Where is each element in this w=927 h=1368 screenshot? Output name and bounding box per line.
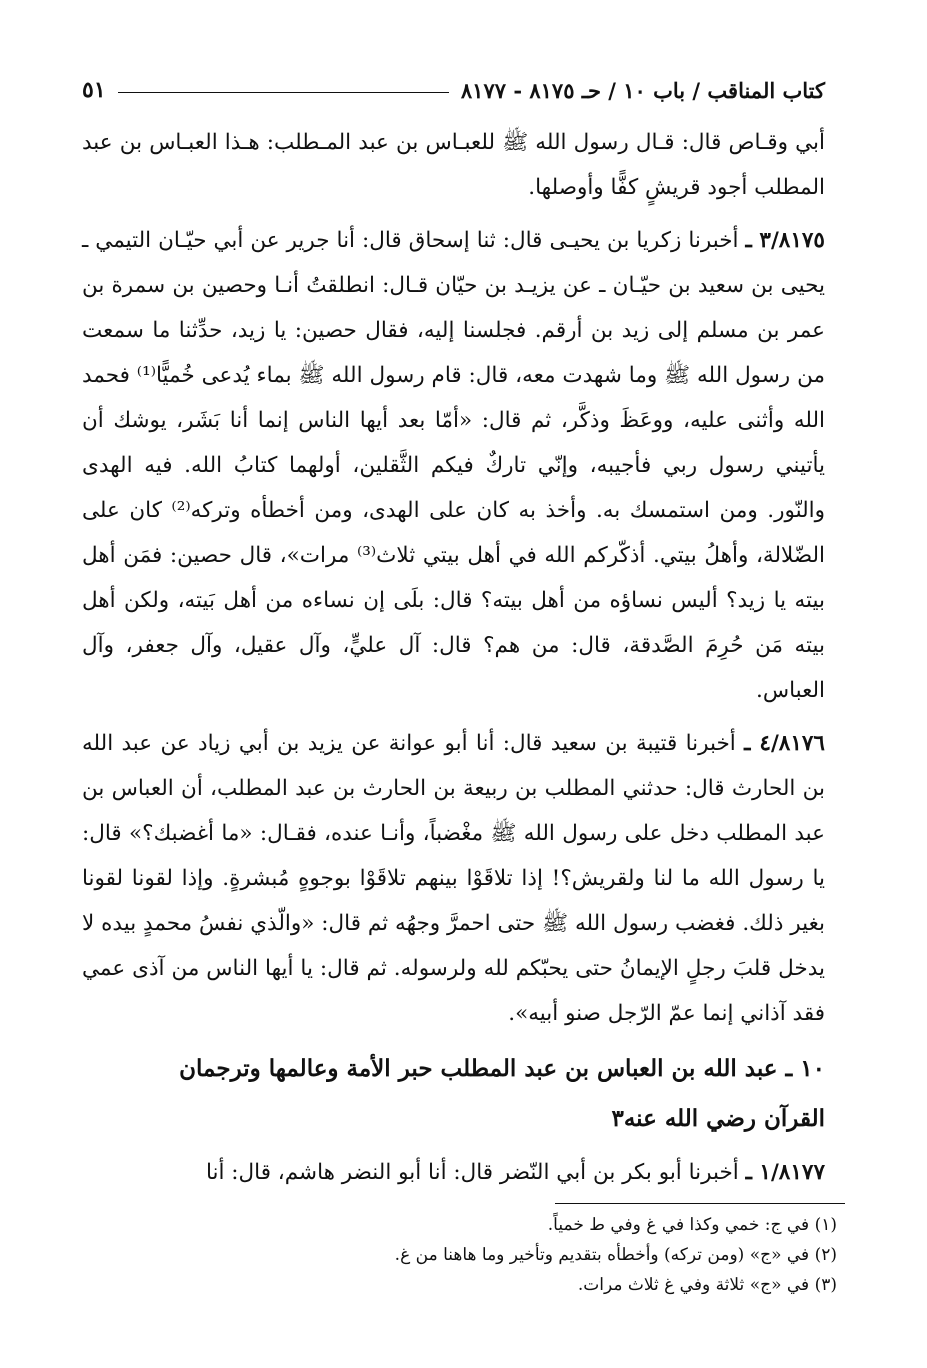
hadith-8175	[82, 218, 825, 713]
page-number: ٥١	[82, 77, 106, 103]
hadith-8177	[82, 1150, 825, 1195]
footnote-1: (١) في ج: خمي وكذا في غ وفي ط خمياً.	[547, 1215, 837, 1235]
hadith-number: ٤/٨١٧٦ ـ	[744, 731, 825, 756]
hadith-8176	[82, 721, 825, 1036]
chapter-heading	[82, 1044, 825, 1144]
hadith-number: ١/٨١٧٧ ـ	[745, 1160, 825, 1185]
main-text	[82, 120, 825, 1195]
hadith-text: أخبرنا قتيبة بن سعيد قال: أنا أبو عوانة عن يزيد بن أبي زياد عن عبد الله بن الحارث قال: حدثني المطلب بن ربيعة بن الحارث بن عبد المطلب، أن العباس بن عبد المطلب دخل على رسول الله ﷺ مغْضباً، وأنـا عنده، فقـال: «ما أغضبك؟» قال: يا رسول الله ما لنا ولقريش؟! إذا تلاقَوْا بينهم تلاقَوْا بوجوهٍ مُبشرةٍ. وإذا لقونا لقونا بغير ذلك. فغضب رسول الله ﷺ حتى احمرَّ وجهُه ثم قال: «والّذي نفسُ محمدٍ بيده لا يدخل قلبَ رجلٍ الإيمانُ حتى يحبّكم لله ولرسوله. ثم قال: يا أيها الناس من آذى عمي فقد آذاني إنما عمّ الرّجل صنو أبيه».	[82, 731, 825, 1026]
paragraph-continuation	[82, 120, 825, 210]
hadith-text: أخبرنا زكريا بن يحيـى قال: ثنا إسحاق قال: أنا جرير عن أبي حيّـان التيمي ـ يحيى بن سعيد بن حيّـان ـ عن يزيـد بن حيّان قـال: انطلقتُ أنـا وحصين بن سمرة بن عمر بن مسلم إلى زيد بن أرقم. فجلسنا إليه، فقال حصين: يا زيد، حدِّثنا ما سمعت من رسول الله ﷺ وما شهدت معه، قال: قام رسول الله ﷺ بماء يُدعى خُميًّا⁽¹⁾ فحمد الله وأثنى عليه، ووعَظَ وذكَّر، ثم قال: «أمّا بعد أيها الناس إنما أنا بَشَر، يوشك أن يأتيني رسول ربي فأجيبه، وإنّي تاركٌ فيكم الثَّقلين، أولهما كتابُ الله. فيه الهدى والنّور. ومن استمسك به. وأخذ به كان على الهدى، ومن أخطأه وتركه⁽²⁾ كان على الضّلالة، وأهلُ بيتي. أذكّركم الله في أهل بيتي ثلاث⁽³⁾ مرات»، قال حصين: فمَن أهل بيته يا زيد؟ أليس نساؤه من أهل بيته؟ قال: بلَى إن نساءه من أهل بَيته، ولكن أهل بيته مَن حُرِمَ الصَّدقة، قال: من هم؟ قال: آل عليٍّ، وآل عقيل، وآل جعفر، وآل العباس.	[82, 228, 825, 703]
footnote-3: (٣) في «ج» ثلاثة وفي غ ثلاث مرات.	[577, 1275, 837, 1295]
hadith-number: ٣/٨١٧٥ ـ	[745, 228, 825, 253]
chapter-heading-line-1: ١٠ ـ عبد الله بن العباس بن عبد المطلب حبر الأمة وعالمها وترجمان	[179, 1055, 825, 1082]
footnotes	[90, 1210, 837, 1300]
running-header	[82, 70, 825, 110]
footnote-2: (٢) في «ج» (ومن تركه) وأخطأه بتقديم وتأخير وما هاهنا من غ.	[394, 1245, 837, 1265]
header-rule	[118, 92, 449, 93]
paragraph-text: أبي وقـاص قال: قـال رسول الله ﷺ للعبـاس بن عبد المـطلب: هـذا العبـاس بن عبد المطلب أجود قريشٍ كفًّا وأوصلها.	[82, 130, 825, 200]
footnote-rule	[555, 1203, 845, 1204]
hadith-text: أخبرنا أبو بكر بن أبي النّضر قال: أنا أبو النضر هاشم، قال: أنا	[205, 1160, 746, 1185]
running-title: كتاب المناقب / باب ١٠ / حـ ٨١٧٥ - ٨١٧٧	[460, 77, 825, 103]
chapter-heading-line-2: القرآن رضي الله عنه٣	[611, 1105, 825, 1132]
